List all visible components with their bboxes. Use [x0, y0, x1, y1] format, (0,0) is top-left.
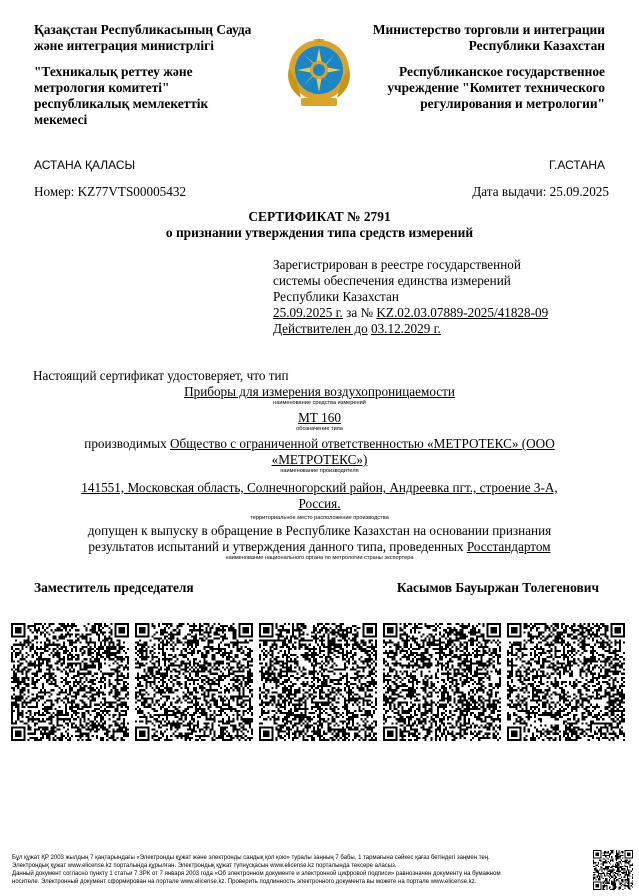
- qr-code-1: [11, 623, 129, 741]
- document-number: Номер: KZ77VTS00005432: [34, 184, 187, 199]
- registration-number-label: за №: [342, 305, 377, 320]
- instrument-name: Приборы для измерения воздухопроницаемости: [184, 384, 455, 399]
- footer-line-3: Данный документ согласно пункту 1 статьи 7 ЗРК от 7 января 2003 года «Об электронном документе и электронной цифровой подписи» равнозначен документу на бумажном: [12, 871, 501, 877]
- ministry-name-ru: Министерство торговли и интеграции Республики Казахстан: [372, 22, 605, 53]
- validity-date: 03.12.2029 г.: [370, 321, 441, 336]
- footer-line-1: Бұл құжат ҚР 2003 жылдың 7 қаңтарындағы «Электронды құжат және электронды сандық қол қою» туралы заңның 7 бабы, 1 тармағына сәйкес қағаз бетіндегі заңмен тең.: [12, 855, 490, 861]
- footer-line-4: носителе. Электронный документ сформирован на портале www.elicense.kz. Проверить подлинность электронного документа вы можете на портале www.elicense.kz.: [12, 879, 477, 885]
- validity-line: [273, 321, 593, 337]
- footer-notice: [12, 854, 582, 886]
- admission-block: [30, 523, 609, 562]
- producer-caption: наименование производителя: [280, 468, 359, 474]
- qr-code-small: [593, 850, 633, 890]
- instrument-name-caption: наименование средства измерений: [273, 400, 366, 406]
- address-block: [30, 480, 609, 522]
- intro-text: Настоящий сертификат удостоверяет, что тип: [33, 368, 289, 383]
- producer-block: [30, 436, 609, 475]
- registration-number: KZ.02.03.07889-2025/41828-09: [376, 305, 549, 320]
- certificate-heading: [0, 209, 639, 241]
- header-left-kazakh: [34, 22, 254, 138]
- committee-name-ru: Республиканское государственное учреждение "Комитет технического регулирования и метрологии": [387, 64, 605, 111]
- certificate-subtitle: о признании утверждения типа средств измерений: [165, 225, 474, 240]
- producer-name: Общество с ограниченной ответственностью «МЕТРОТЕКС» (ООО: [170, 436, 555, 451]
- signatory-position: Заместитель председателя: [34, 580, 194, 595]
- admission-prefix: результатов испытаний и утверждения данного типа, проведенных: [88, 539, 464, 554]
- registration-date: 25.09.2025 г.: [273, 305, 343, 320]
- qr-code-5: [507, 623, 625, 741]
- qr-code-4: [383, 623, 501, 741]
- qr-code-2: [135, 623, 253, 741]
- registry-block: [273, 257, 593, 337]
- admission-line-1: допущен к выпуску в обращение в Республике Казахстан на основании признания: [87, 523, 552, 538]
- certificate-title: СЕРТИФИКАТ № 2791: [248, 209, 391, 224]
- registry-line-2: системы обеспечения единства измерений: [273, 273, 511, 288]
- city-ru: Г.АСТАНА: [549, 158, 605, 172]
- qr-code-3: [259, 623, 377, 741]
- producer-line-1: [30, 436, 609, 452]
- registry-line-1: Зарегистрирован в реестре государственной: [273, 257, 521, 272]
- validity-label: Действителен до: [273, 321, 368, 336]
- state-emblem-icon: [287, 38, 351, 112]
- producer-line-2: «МЕТРОТЕКС»): [271, 452, 368, 467]
- committee-name-kz: "Техникалық реттеу және метрология комитеті" республикалық мемлекеттік мекемесі: [34, 64, 209, 127]
- ministry-name-kz: Қазақстан Республикасының Сауда және интеграция министрлігі: [34, 22, 252, 53]
- type-designation: МТ 160: [298, 410, 341, 425]
- city-kz: АСТАНА ҚАЛАСЫ: [34, 158, 136, 172]
- registry-line-3: Республики Казахстан: [273, 289, 399, 304]
- header-right-russian: [355, 22, 605, 122]
- admission-line-2: [30, 539, 609, 555]
- instrument-block: [30, 384, 609, 433]
- designation-caption: обозначение типа: [296, 426, 343, 432]
- registry-number-line: [273, 305, 593, 321]
- admission-caption: наименование национального органа по метрологии страны экспортера: [225, 555, 414, 561]
- footer-line-2: Электрондық құжат www.elicense.kz порталында құрылған. Электрондық құжат түпнұсқасын www.elicense.kz порталында тексере аласыз.: [12, 863, 397, 869]
- testing-body: Росстандартом: [466, 539, 551, 554]
- address-line-2: Россия.: [298, 496, 341, 511]
- signatory-name: Касымов Бауыржан Толегенович: [396, 580, 599, 595]
- issue-date: Дата выдачи: 25.09.2025: [472, 184, 609, 199]
- producer-prefix: производимых: [84, 436, 167, 451]
- address-line-1: 141551, Московская область, Солнечногорский район, Андреевка пгт., строение 3-А,: [81, 480, 558, 495]
- address-caption: территориальное место расположение производства: [250, 515, 389, 521]
